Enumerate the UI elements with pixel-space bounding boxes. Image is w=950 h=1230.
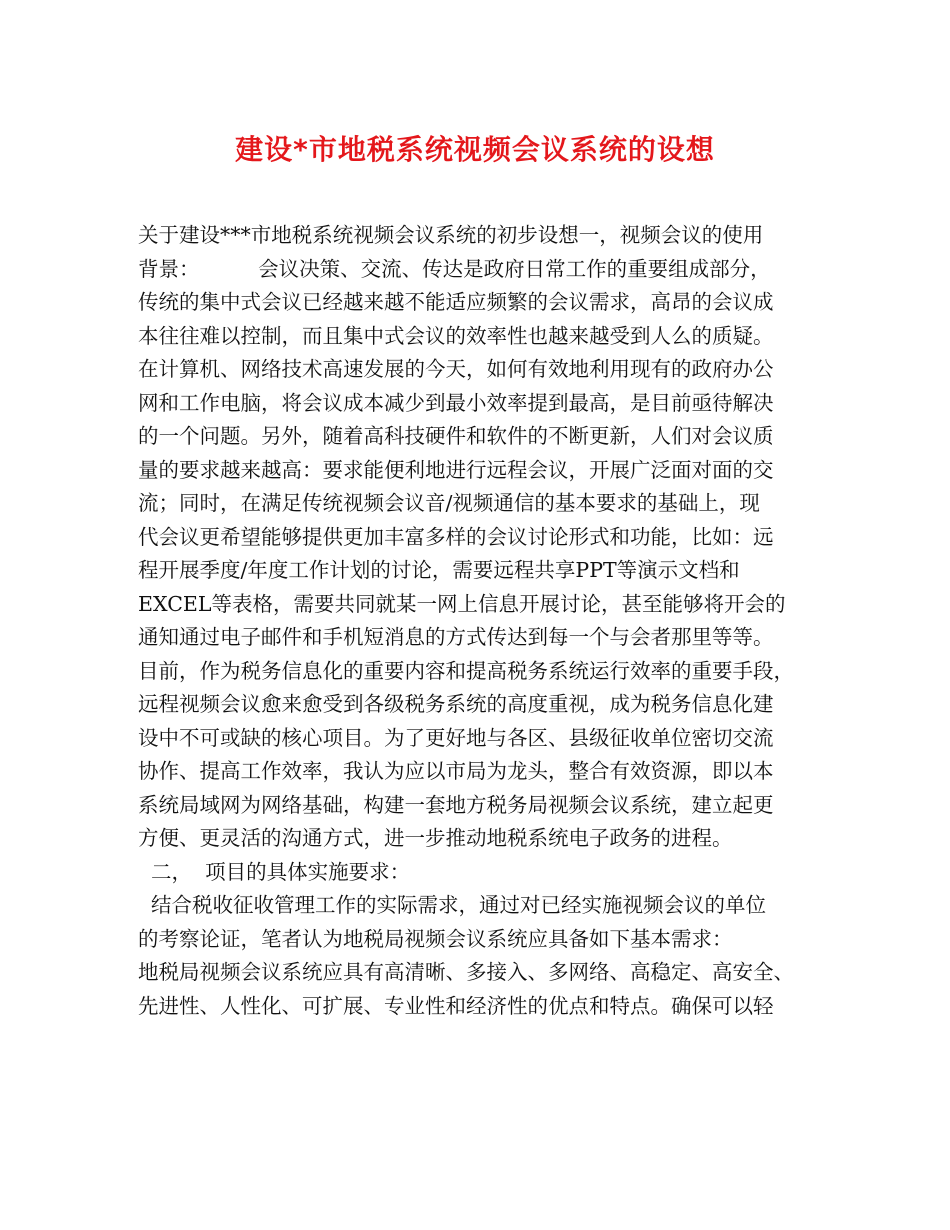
document-body — [138, 219, 828, 1023]
body-text-line: 协作、提高工作效率，我认为应以市局为龙头，整合有效资源，即以本 — [138, 759, 774, 783]
body-text-line: 远程视频会议愈来愈受到各级税务系统的高度重视，成为税务信息化建 — [138, 692, 774, 716]
body-text-line: 设中不可或缺的核心项目。为了更好地与各区、县级征收单位密切交流 — [138, 725, 774, 750]
body-text-line: 背景： 会议决策、交流、传达是政府日常工作的重要组成部分， — [138, 256, 771, 281]
body-text-line: 网和工作电脑，将会议成本减少到最小效率提到最高，是目前亟待解决 — [138, 390, 774, 415]
body-text-line: 在计算机、网络技术高速发展的今天，如何有效地利用现有的政府办公 — [138, 357, 774, 381]
body-text-line: 量的要求越来越高：要求能便利地进行远程会议，开展广泛面对面的交 — [138, 457, 774, 482]
body-text-line: 先进性、人性化、可扩展、专业性和经济性的优点和特点。确保可以轻 — [138, 993, 774, 1018]
body-text-line: 系统局域网为网络基础，构建一套地方税务局视频会议系统，建立起更 — [138, 792, 774, 817]
body-text-line: 的考察论证，笔者认为地税局视频会议系统应具备如下基本需求： — [138, 926, 733, 951]
document-title: 建设*市地税系统视频会议系统的设想 — [235, 133, 715, 166]
body-text-line: 传统的集中式会议已经越来越不能适应频繁的会议需求，高昂的会议成 — [138, 290, 774, 314]
body-text-line: 本往往难以控制，而且集中式会议的效率性也越来越受到人么的质疑。 — [138, 323, 774, 348]
body-text-line: EXCEL等表格，需要共同就某一网上信息开展讨论，甚至能够将开会的 — [138, 591, 786, 616]
body-text-line: 关于建设***市地税系统视频会议系统的初步设想一，视频会议的使用 — [138, 223, 764, 247]
body-text-line: 代会议更希望能够提供更加丰富多样的会议讨论形式和功能，比如：远 — [138, 524, 774, 549]
body-text-line: 流；同时，在满足传统视频会议音/视频通信的基本要求的基础上，现 — [138, 491, 760, 515]
body-text-line: 目前，作为税务信息化的重要内容和提高税务系统运行效率的重要手段， — [138, 658, 794, 683]
body-text-line: 通知通过电子邮件和手机短消息的方式传达到每一个与会者那里等等。 — [138, 625, 774, 649]
body-text-line: 地税局视频会议系统应具有高清晰、多接入、多网络、高稳定、高安全、 — [138, 960, 794, 984]
body-text-line: 程开展季度/年度工作计划的讨论，需要远程共享PPT等演示文档和 — [138, 558, 740, 582]
body-text-line: 结合税收征收管理工作的实际需求，通过对已经实施视频会议的单位 — [138, 893, 767, 917]
body-text-line: 方便、更灵活的沟通方式，进一步推动地税系统电子政务的进程。 — [138, 826, 733, 850]
body-text-line: 的一个问题。另外，随着高科技硬件和软件的不断更新，人们对会议质 — [138, 424, 774, 448]
body-text-line: 二， 项目的具体实施要求： — [138, 859, 411, 884]
